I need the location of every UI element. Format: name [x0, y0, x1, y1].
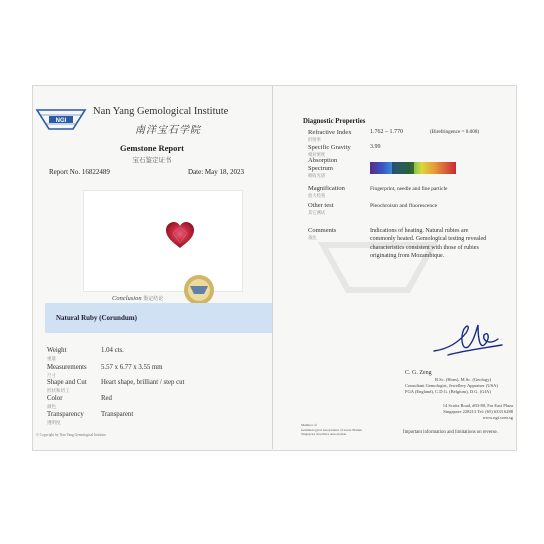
property-label-cn: 其它测试	[308, 210, 326, 215]
property-label-other-test: Other test	[308, 202, 334, 209]
logo-text: NGI	[55, 118, 67, 124]
property-label-ri: Refractive Index	[308, 129, 352, 136]
property-label-spectrum: Spectrum	[308, 165, 333, 172]
conclusion-value: Natural Ruby (Corundum)	[56, 314, 137, 322]
institute-address: 14 Scotts Road, #03-80, Far East Plaza Singapore 228213 Tel: (65) 6333 6288 www.ngi.com.sg	[442, 403, 513, 420]
diagnostic-title: Diagnostic Properties	[303, 118, 366, 125]
property-label-cn: 相对密度	[308, 152, 326, 157]
association-members	[301, 423, 362, 437]
credential-line: FGA (England), C.D.G. (Belgium), D.G. (GIA)	[405, 389, 491, 394]
detail-label-cn: 重量	[47, 356, 56, 361]
institute-name-cn: 南洋宝石学院	[135, 125, 201, 136]
report-title: Gemstone Report	[120, 143, 184, 153]
ruby-heart-stone	[164, 221, 196, 249]
detail-label-shape: Shape and Cut	[47, 379, 87, 386]
detail-label-cn: 透明度	[47, 420, 61, 425]
property-label-cn: 放大检查	[308, 193, 326, 198]
ngi-logo	[35, 107, 87, 131]
copyright-text: © Copyright by Nan Yang Gemological Institute	[36, 433, 106, 437]
comments-label-cn: 备注	[308, 235, 317, 240]
detail-value-transparency: Transparent	[101, 411, 134, 418]
association-line: Gemmological Association of Great Britain	[301, 427, 363, 432]
property-label-cn: 折射率	[308, 137, 321, 142]
property-label-sg: Specific Gravity	[308, 144, 351, 151]
hologram-seal	[182, 273, 216, 307]
detail-value-measurements: 5.57 x 6.77 x 3.55 mm	[101, 364, 163, 371]
detail-value-shape: Heart shape, brilliant / step cut	[101, 379, 185, 386]
detail-value-color: Red	[101, 395, 112, 402]
conclusion-label: Conclusion 鉴定结论	[112, 295, 164, 302]
signer-credentials	[405, 377, 498, 395]
important-note: Important information and limitations on reverse.	[403, 430, 498, 435]
comments-label: Comments	[308, 227, 337, 234]
detail-label-weight: Weight	[47, 347, 67, 354]
signature	[428, 321, 508, 361]
detail-label-transparency: Transparency	[47, 411, 84, 418]
property-value-sg: 3.99	[370, 144, 381, 150]
comments-text: Indications of heating. Natural rubies are commonly heated. Gemological testing revealed characteristics consistent with those of rubies originating from Mozambique.	[370, 228, 487, 259]
detail-value-weight: 1.04 cts.	[101, 347, 124, 354]
birefringence-value: (Birefringence = 0.008)	[430, 129, 480, 135]
signer-name: C. G. Zeng	[405, 370, 432, 376]
detail-label-measurements: Measurements	[47, 364, 87, 371]
detail-label-color: Color	[47, 395, 63, 402]
institute-name: Nan Yang Gemological Institute	[93, 106, 229, 117]
association-line: Member of	[301, 423, 317, 427]
property-value-magnification: Fingerprint, needle and fine particle	[370, 186, 448, 192]
absorption-spectrum-strip	[370, 162, 456, 174]
report-title-cn: 宝石鉴定证书	[132, 157, 172, 164]
detail-label-cn: 形状和切工	[47, 388, 70, 393]
gemstone-photo	[83, 190, 243, 292]
property-label-cn: 吸收光谱	[308, 173, 326, 178]
credential-line: Consultant Gemologist, Jewellery Appraiser (USA)	[405, 383, 498, 388]
left-page	[32, 85, 272, 449]
detail-label-cn: 颜色	[47, 404, 56, 409]
report-date: Date: May 18, 2023	[188, 168, 244, 176]
credential-line: B.Sc. (Hons), M.Sc. (Geology)	[435, 377, 491, 382]
conclusion-bar	[45, 303, 272, 333]
property-value-other-test: Pleochroism and fluorescence	[370, 203, 438, 209]
right-page	[273, 85, 515, 449]
property-label-absorption: Absorption	[308, 157, 338, 164]
report-number: Report No. 16822489	[49, 168, 110, 176]
property-value-ri: 1.762 – 1.770	[370, 129, 403, 135]
property-label-magnification: Magnification	[308, 185, 345, 192]
detail-label-cn: 尺寸	[47, 373, 56, 378]
association-line: Singapore Jewellers Association	[301, 432, 347, 436]
